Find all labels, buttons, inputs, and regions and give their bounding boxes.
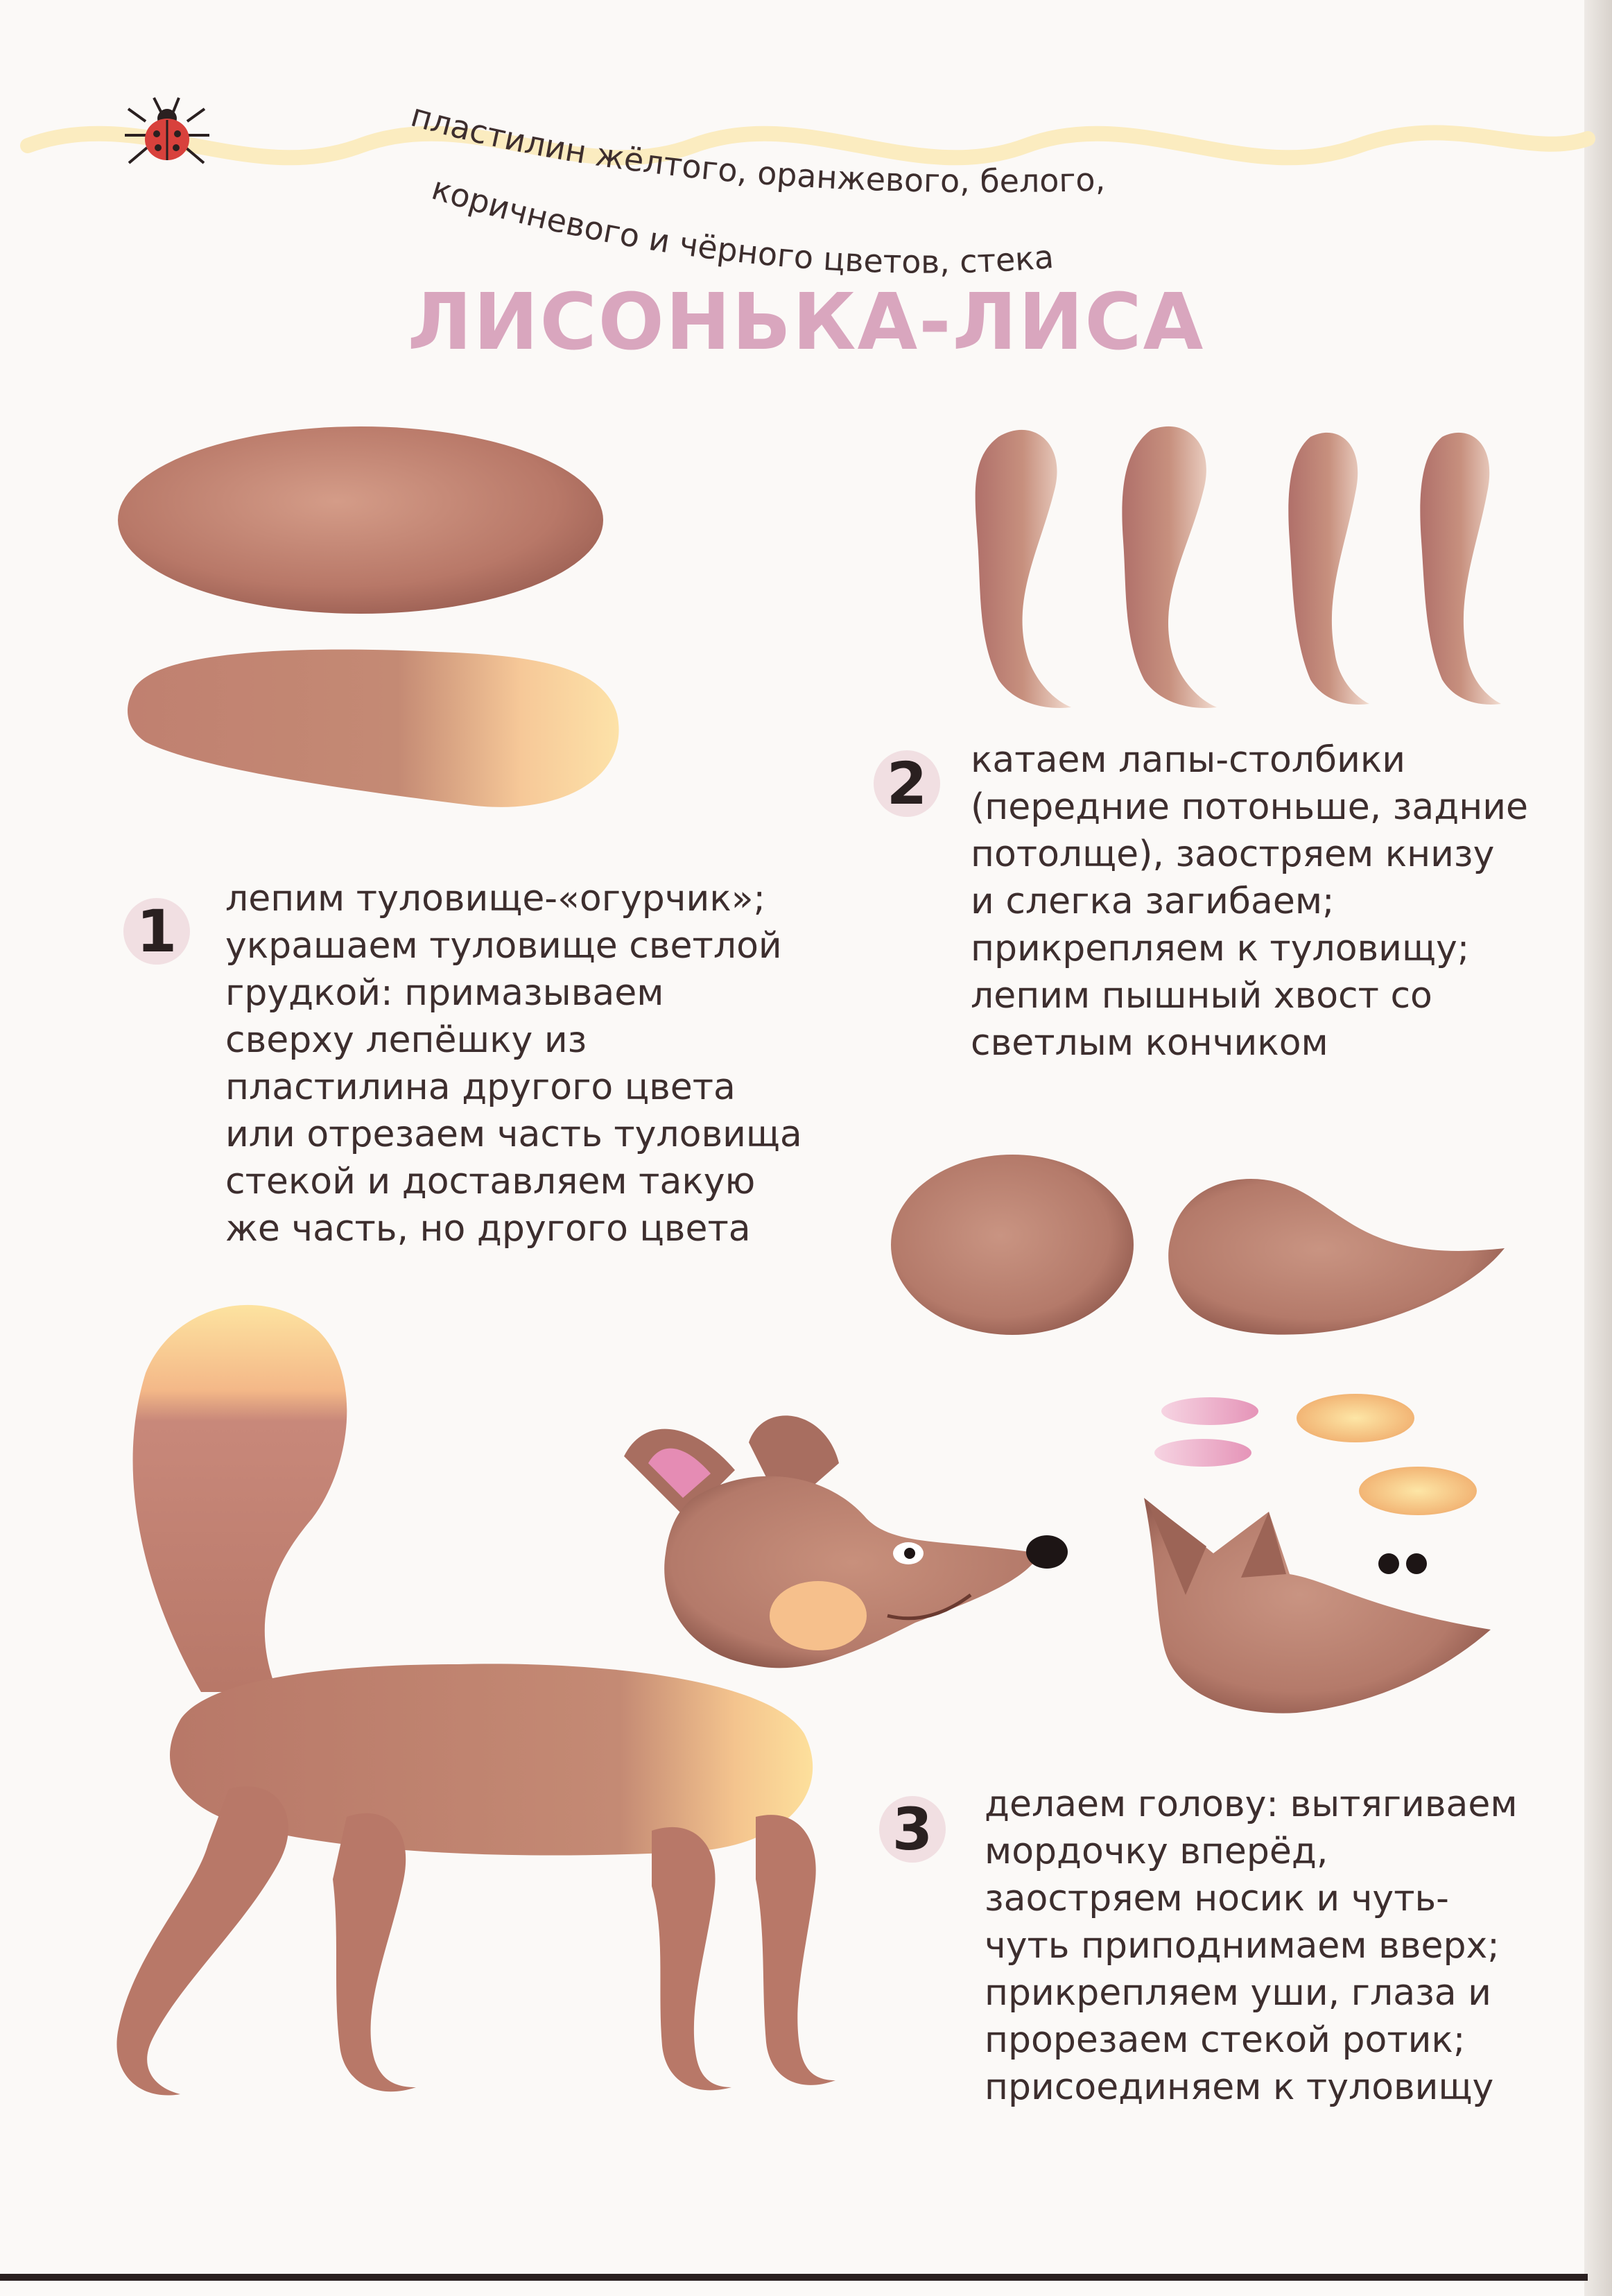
body-with-chest-shape: [128, 650, 619, 807]
step-3-line: присоединяем к туловищу: [985, 2066, 1494, 2108]
fox-leg: [756, 1815, 835, 2085]
eye-bead: [1378, 1553, 1399, 1574]
leg-shape: [1122, 426, 1217, 708]
step-1-line: или отрезаем часть туловища: [225, 1114, 802, 1155]
step-2-line: потолще), заостряем книзу: [971, 834, 1495, 875]
page-title: ЛИСОНЬКА-ЛИСА: [407, 277, 1205, 368]
ear-lining-shape: [1161, 1397, 1258, 1425]
body-oval-shape: [118, 426, 603, 614]
cheek-shape: [1359, 1467, 1477, 1515]
eye-bead: [1406, 1553, 1427, 1574]
step-2-line: и слегка загибаем;: [971, 881, 1335, 922]
step-1-text: [225, 875, 802, 1252]
step-2-line: катаем лапы-столбики: [971, 739, 1406, 781]
step-1-number: 1: [123, 898, 190, 965]
ear-lining-shape: [1154, 1439, 1251, 1467]
step-1-line: стекой и доставляем такую: [225, 1161, 756, 1202]
materials-line-1: пластилин жёлтого, оранжевого, белого,: [406, 96, 1106, 200]
materials-list: [0, 83, 1612, 291]
step-2-illustration: [950, 416, 1525, 721]
fox-leg: [652, 1827, 731, 2090]
finished-fox-illustration: [69, 1290, 1109, 2164]
step-2-line: светлым кончиком: [971, 1022, 1328, 1064]
step-1-line: пластилина другого цвета: [225, 1067, 736, 1108]
step-2-number: 2: [874, 750, 940, 817]
step-3-line: делаем голову: вытягиваем: [985, 1784, 1518, 1825]
leg-shape: [1420, 433, 1501, 705]
head-pointed-shape: [1168, 1179, 1505, 1335]
fox-cheek: [770, 1581, 867, 1650]
assembled-head-shape: [1144, 1498, 1491, 1714]
cheek-shape: [1297, 1394, 1414, 1442]
step-3-line: заостряем носик и чуть-: [985, 1878, 1449, 1919]
step-3-line: чуть приподнимаем вверх;: [985, 1925, 1500, 1967]
fox-tail: [133, 1305, 347, 1692]
step-2-line: (передние потоньше, задние: [971, 786, 1528, 828]
step-3-line: прикрепляем уши, глаза и: [985, 1972, 1491, 2014]
step-2-line: прикрепляем к туловищу;: [971, 928, 1470, 969]
step-1-line: лепим туловище-«огурчик»;: [225, 878, 766, 920]
fox-nose: [1026, 1535, 1068, 1569]
step-1-line: сверху лепёшку из: [225, 1019, 587, 1061]
fox-leg: [116, 1786, 288, 2095]
leg-shape: [1288, 433, 1369, 705]
fox-leg: [333, 1813, 416, 2091]
step-3-line: прорезаем стекой ротик;: [985, 2019, 1466, 2061]
step-3-number: 3: [879, 1796, 946, 1863]
step-3-text: [985, 1781, 1518, 2111]
fox-pupil: [904, 1548, 915, 1559]
bottom-rule: [0, 2274, 1588, 2281]
step-1-line: же часть, но другого цвета: [225, 1208, 751, 1250]
step-1-line: украшаем туловище светлой: [225, 925, 782, 967]
step-3-line: мордочку вперёд,: [985, 1831, 1328, 1872]
step-1-illustration: [104, 416, 645, 860]
step-2-text: [971, 736, 1528, 1067]
step-1-line: грудкой: примазываем: [225, 972, 664, 1014]
leg-shape: [976, 430, 1071, 708]
step-2-line: лепим пышный хвост со: [971, 975, 1432, 1017]
materials-line-2: коричневого и чёрного цветов, стека: [427, 169, 1055, 281]
